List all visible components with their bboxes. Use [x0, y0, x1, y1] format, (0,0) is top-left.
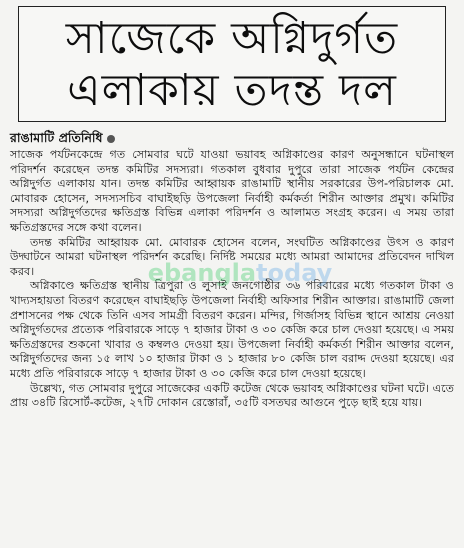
paragraph-3: অগ্নিকাণ্ডে ক্ষতিগ্রস্ত স্থানীয় ত্রিপুরা ও লুসাই জনগোষ্ঠীর ৩৬ পরিবারের মধ্যে গতকাল টাকা ও খাদ্যসহায়তা বিতরণ করেছেন বাঘাইছড়ি উপজেলা নির্বাহী অফিসার শিরীন আক্তার। রাঙামাটি জেলা প্রশাসনের পক্ষ থেকে তিনি এসব সামগ্রী বিতরণ করেন। মন্দির, গির্জাসহ বিভিন্ন স্থানে আশ্রয় নেওয়া অগ্নিদুর্গতদের প্রত্যেক পরিবারকে সাড়ে ৭ হাজার টাকা ও ৩০ কেজি করে চাল দেওয়া হয়েছে। এ সময় ক্ষতিগ্রস্তদের শুকনো খাবার ও কম্বলও দেওয়া হয়। উপজেলা নির্বাহী কর্মকর্তা শিরীন আক্তার বলেন, অগ্নিদুর্গতদের জন্য ১৫ লাখ ১০ হাজার টাকা ও ১ হাজার ৮০ কেজি চাল বরাদ্দ দেওয়া হয়েছে। এর মধ্যে প্রতি পরিবারকে সাড়ে ৭ হাজার টাকা ও ৩০ কেজি করে চাল দেওয়া হয়েছে।: [10, 279, 454, 380]
paragraph-1: সাজেক পর্যটনকেন্দ্রে গত সোমবার ঘটে যাওয়া ভয়াবহ অগ্নিকাণ্ডের কারণ অনুসন্ধানে ঘটনাস্থল পরিদর্শন করেছেন তদন্ত কমিটির সদস্যরা। গতকাল বুধবার দুপুরে তারা সাজেক পর্যটন কেন্দ্রের অগ্নিদুর্গত এলাকায় যান। তদন্ত কমিটির আহ্বায়ক রাঙামাটি স্থানীয় সরকারের উপ-পরিচালক মো. মোবারক হোসেন, সদস্যসচিব বাঘাইছড়ি উপজেলা নির্বাহী কর্মকর্তা শিরীন আক্তার প্রমুখ। কমিটির সদস্যরা অগ্নিদুর্গতদের ক্ষতিগ্রস্ত বিভিন্ন এলাকা পরিদর্শন ও আলামত সংগ্রহ করেন। এ সময় তারা ক্ষতিগ্রস্তদের সঙ্গে কথা বলেন।: [10, 148, 454, 234]
watermark-part-2: today: [256, 259, 333, 287]
headline-line-1: সাজেকে অগ্নিদুর্গত: [65, 13, 399, 64]
watermark-part-1: ebangla: [147, 259, 257, 287]
paragraph-4: উল্লেখ্য, গত সোমবার দুপুরে সাজেকের একটি কটেজ থেকে ভয়াবহ অগ্নিকাণ্ডের ঘটনা ঘটে। এতে প্রায় ৩৪টি রিসোর্ট-কটেজ, ২৭টি দোকান রেস্তোরাঁ, ৩৫টি বসতঘর আগুনে পুড়ে ছাই হয়ে যায়।: [10, 381, 454, 410]
headline-line-2: এলাকায় তদন্ত দল: [67, 65, 397, 116]
article-body: [10, 148, 454, 411]
byline: [10, 130, 454, 146]
headline-box: [18, 6, 446, 122]
bullet-dot-icon: [107, 135, 115, 143]
byline-text: রাঙামাটি প্রতিনিধি: [10, 130, 103, 145]
paragraph-2: তদন্ত কমিটির আহ্বায়ক মো. মোবারক হোসেন বলেন, সংঘটিত অগ্নিকাণ্ডের উৎস ও কারণ উদ্ঘাটনে আমরা ঘটনাস্থল পরিদর্শন করেছি। নির্দিষ্ট সময়ের মধ্যে আমরা আমাদের প্রতিবেদন দাখিল করব।: [10, 235, 454, 278]
